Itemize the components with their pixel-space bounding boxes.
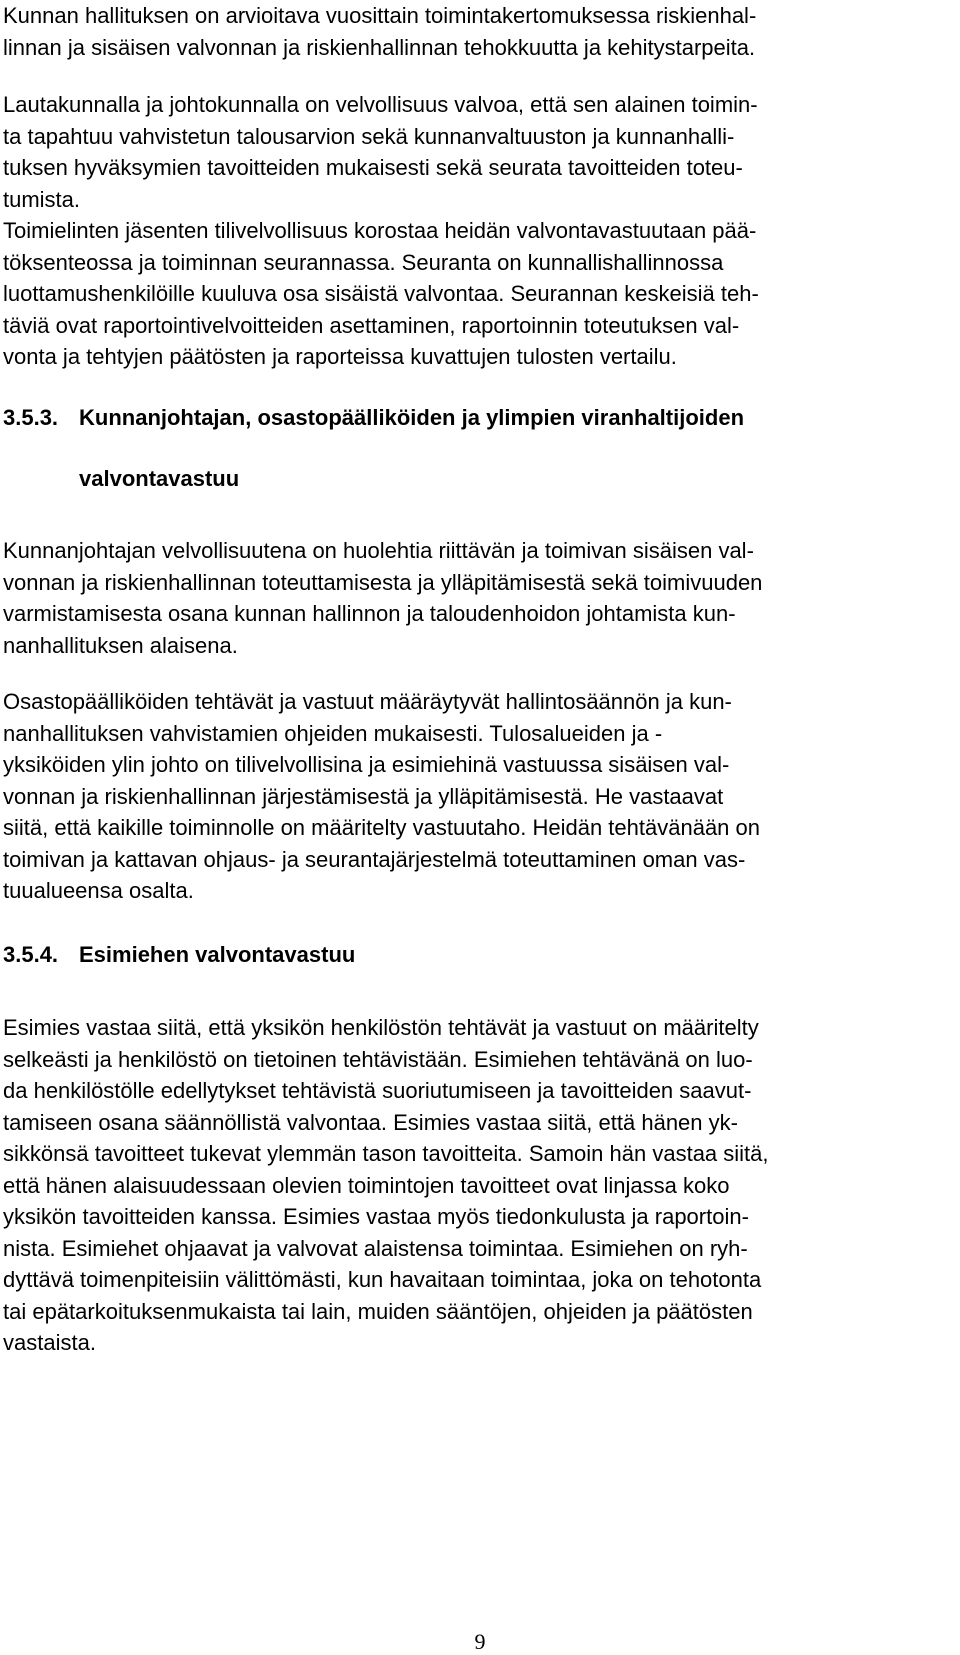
section-number: 3.5.4. [3, 942, 59, 967]
section-title: Esimiehen valvontavastuu [79, 942, 356, 967]
page-number: 9 [474, 1629, 486, 1654]
text-line: että hänen alaisuudessaan olevien toimintojen tavoitteet ovat linjassa koko [3, 1172, 730, 1198]
section-heading-3-5-3 [3, 403, 744, 433]
text-line: selkeästi ja henkilöstö on tietoinen tehtävistään. Esimiehen tehtävänä on luo- [3, 1046, 753, 1072]
text-line: Toimielinten jäsenten tilivelvollisuus korostaa heidän valvontavastuutaan pää- [3, 218, 757, 243]
section-title-line-2: valvontavastuu [79, 466, 240, 491]
text-line: tai epätarkoituksenmukaista tai lain, muiden sääntöjen, ohjeiden ja päätösten [3, 1298, 753, 1324]
text-line: nanhallituksen alaisena. [3, 632, 238, 658]
paragraph-board-supervision [3, 89, 950, 373]
text-line: siitä, että kaikille toiminnolle on määritelty vastuutaho. Heidän tehtävänään on [3, 815, 761, 840]
text-line: toimivan ja kattavan ohjaus- ja seurantajärjestelmä toteuttaminen oman vas- [3, 846, 746, 872]
paragraph-risk-management-review [3, 0, 950, 63]
text-line: Kunnanjohtajan velvollisuutena on huolehtia riittävän ja toimivan sisäisen val- [3, 538, 754, 563]
text-line: Osastopäälliköiden tehtävät ja vastuut määräytyvät hallintosäännön ja kun- [3, 689, 732, 714]
paragraph-municipal-manager-duties [3, 535, 950, 661]
text-line: vonnan ja riskienhallinnan järjestämisestä ja ylläpitämisestä. He vastaavat [3, 783, 724, 809]
text-line: sikkönsä tavoitteet tukevat ylemmän tason tavoitteita. Samoin hän vastaa siitä, [3, 1141, 769, 1166]
text-line: ta tapahtuu vahvistetun talousarvion sekä kunnanvaltuuston ja kunnanhalli- [3, 123, 735, 149]
text-line: vonta ja tehtyjen päätösten ja raporteissa kuvattujen tulosten vertailu. [3, 344, 677, 369]
text-line: töksenteossa ja toiminnan seurannassa. Seuranta on kunnallishallinnossa [3, 249, 724, 275]
text-line: Lautakunnalla ja johtokunnalla on velvollisuus valvoa, että sen alainen toimin- [3, 92, 758, 117]
section-number: 3.5.3. [3, 405, 59, 430]
section-title: Kunnanjohtajan, osastopäälliköiden ja ylimpien viranhaltijoiden [79, 405, 745, 430]
text-line: luottamushenkilöille kuuluva osa sisäistä valvontaa. Seurannan keskeisiä teh- [3, 281, 759, 306]
section-title-continued [79, 464, 239, 494]
text-line: tumista. [3, 186, 81, 212]
text-line: nista. Esimiehet ohjaavat ja valvovat alaistensa toimintaa. Esimiehen on ryh- [3, 1235, 748, 1261]
text-line: tuualueensa osalta. [3, 878, 194, 903]
text-line: da henkilöstölle edellytykset tehtävistä suoriutumiseen ja tavoitteiden saavut- [3, 1078, 752, 1103]
text-line: vastaista. [3, 1330, 96, 1355]
section-heading-3-5-4 [3, 940, 355, 970]
text-line: Esimies vastaa siitä, että yksikön henkilöstön tehtävät ja vastuut on määritelty [3, 1015, 759, 1040]
text-line: yksikön tavoitteiden kanssa. Esimies vastaa myös tiedonkulusta ja raportoin- [3, 1204, 749, 1229]
text-line: nanhallituksen vahvistamien ohjeiden mukaisesti. Tulosalueiden ja - [3, 720, 663, 746]
text-line: tuksen hyväksymien tavoitteiden mukaisesti sekä seurata tavoitteiden toteu- [3, 155, 743, 180]
text-line: täviä ovat raportointivelvoitteiden asettaminen, raportoinnin toteutuksen val- [3, 312, 740, 338]
text-line: Kunnan hallituksen on arvioitava vuosittain toimintakertomuksessa riskienhal- [3, 3, 757, 28]
paragraph-supervisor-responsibility [3, 1012, 950, 1359]
text-line: varmistamisesta osana kunnan hallinnon ja taloudenhoidon johtamista kun- [3, 601, 736, 626]
paragraph-department-heads-duties [3, 686, 950, 907]
text-line: yksiköiden ylin johto on tilivelvollisina ja esimiehinä vastuussa sisäisen val- [3, 752, 730, 777]
text-line: linnan ja sisäisen valvonnan ja riskienhallinnan tehokkuutta ja kehitystarpeita. [3, 34, 756, 60]
text-line: tamiseen osana säännöllistä valvontaa. Esimies vastaa siitä, että hänen yk- [3, 1109, 738, 1135]
text-line: dyttävä toimenpiteisiin välittömästi, kun havaitaan toimintaa, joka on tehotonta [3, 1267, 762, 1292]
text-line: vonnan ja riskienhallinnan toteuttamisesta ja ylläpitämisestä sekä toimivuuden [3, 569, 763, 595]
